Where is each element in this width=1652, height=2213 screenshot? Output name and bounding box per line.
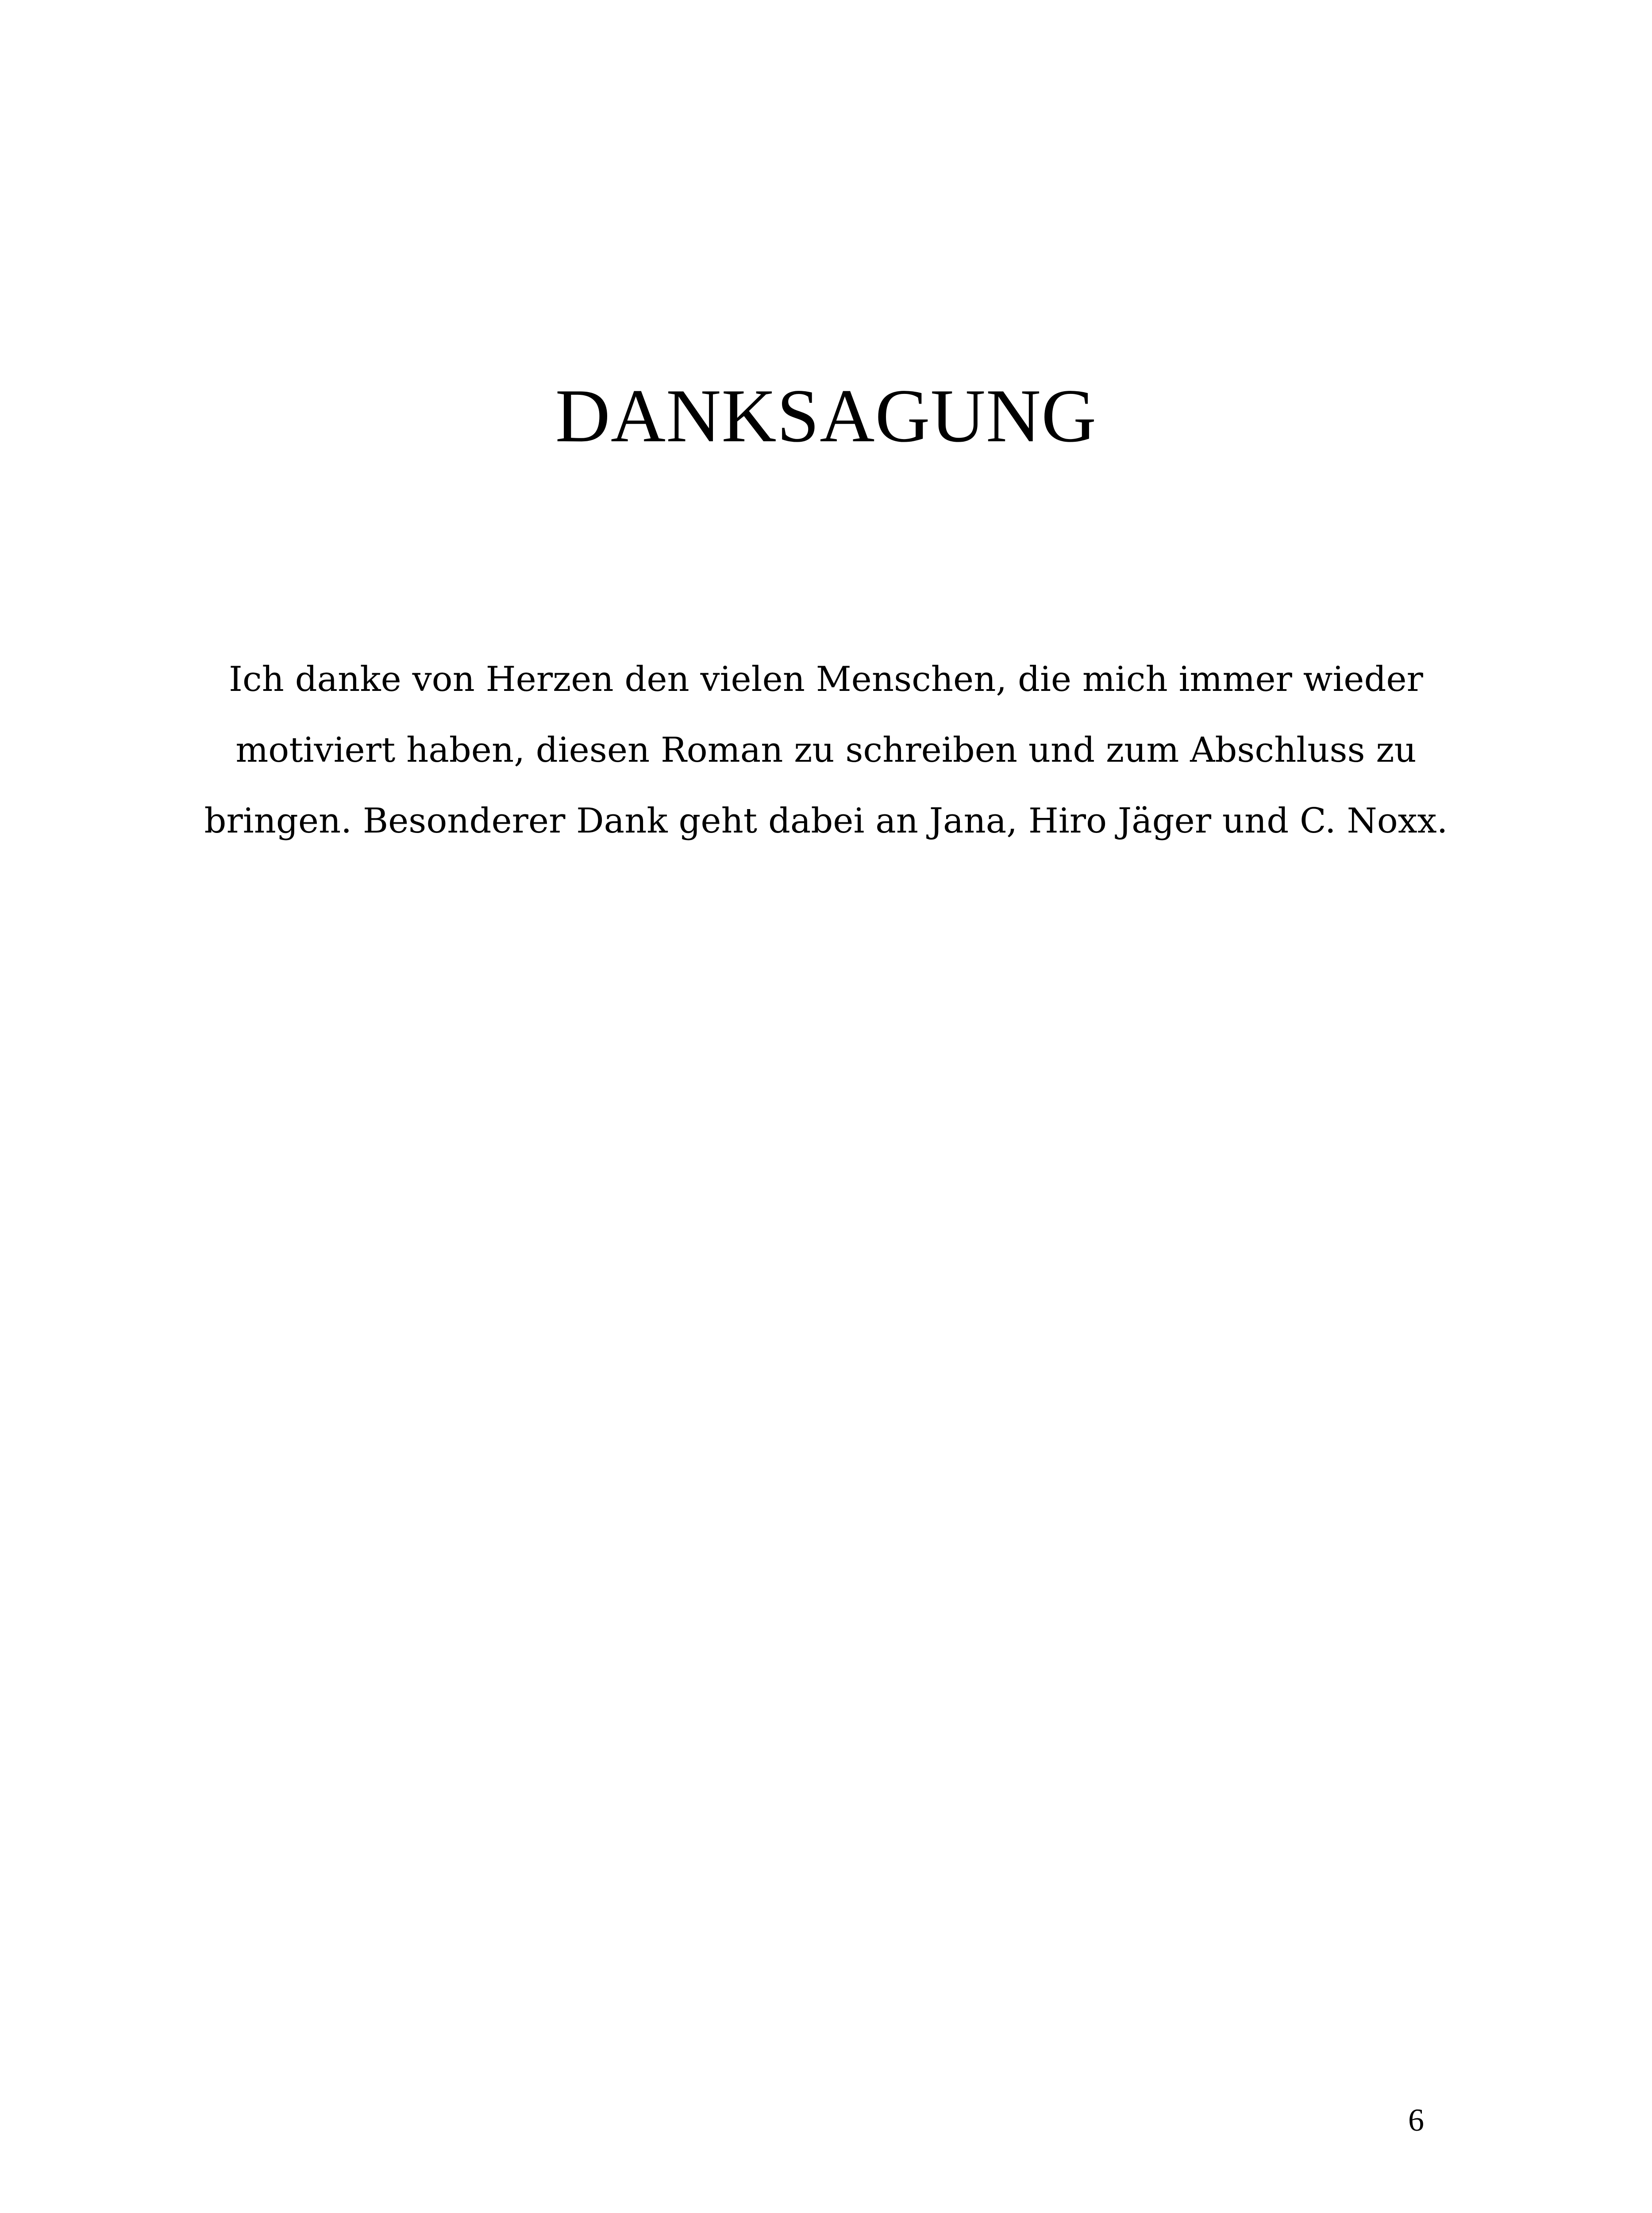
paragraph-line-3: bringen. Besonderer Dank geht dabei an Jana, Hiro Jäger und C. Noxx. <box>204 801 1448 841</box>
page-number: 6 <box>1408 2102 1424 2138</box>
page-title: DANKSAGUNG <box>555 374 1097 458</box>
acknowledgement-paragraph <box>0 644 1652 856</box>
paragraph-line-1: Ich danke von Herzen den vielen Menschen, die mich immer wieder <box>229 659 1423 699</box>
paragraph-line-2: motiviert haben, diesen Roman zu schreiben und zum Abschluss zu <box>235 730 1417 770</box>
